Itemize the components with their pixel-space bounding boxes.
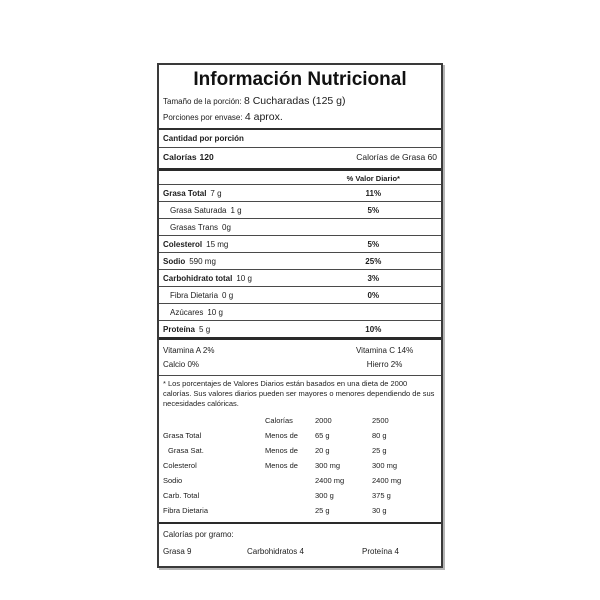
nutrient-row-dietary-fiber bbox=[159, 286, 441, 303]
calories-per-gram-values bbox=[159, 545, 441, 558]
dv-table-row-sodium bbox=[159, 474, 441, 489]
nutrient-row-total-fat bbox=[159, 184, 441, 201]
nutrient-amount: 590 mg bbox=[189, 256, 216, 266]
dv-row-value-2500: 25 g bbox=[372, 446, 387, 455]
dv-row-value-2500: 80 g bbox=[372, 431, 387, 440]
nutrient-amount: 0 g bbox=[222, 290, 234, 300]
dv-header-2000: 2000 bbox=[315, 416, 332, 425]
dv-table-row-fiber bbox=[159, 504, 441, 519]
dv-table-row-total-carb bbox=[159, 489, 441, 504]
vitamin-c: Vitamina C 14% bbox=[355, 345, 414, 355]
serving-size-value: 8 Cucharadas (125 g) bbox=[243, 95, 346, 107]
vitamin-row-calcium-iron bbox=[159, 357, 441, 371]
nutrient-row-trans-fat bbox=[159, 218, 441, 235]
dv-row-label: Fibra Dietaria bbox=[163, 506, 209, 515]
nutrient-daily-value: 25% bbox=[365, 257, 382, 266]
nutrient-name: Fibra Dietaria bbox=[170, 290, 219, 300]
servings-per-container-value: 4 aprox. bbox=[244, 111, 283, 123]
servings-per-container-row bbox=[159, 109, 441, 128]
calories-number: 120 bbox=[199, 152, 214, 162]
nutrient-row-saturated-fat bbox=[159, 201, 441, 218]
dv-row-label: Grasa Total bbox=[163, 431, 202, 440]
dv-row-value-2000: 300 g bbox=[315, 491, 334, 500]
vitamin-a: Vitamina A 2% bbox=[163, 345, 215, 355]
protein-per-gram: Proteína 4 bbox=[362, 547, 399, 556]
nutrient-amount: 5 g bbox=[199, 324, 211, 334]
serving-size-row bbox=[159, 93, 441, 109]
nutrition-facts-label bbox=[157, 63, 443, 568]
calcium: Calcio 0% bbox=[163, 359, 200, 369]
nutrient-daily-value: 3% bbox=[367, 274, 380, 283]
dv-row-value-2000: 300 mg bbox=[315, 461, 341, 470]
nutrient-name: Proteína bbox=[163, 324, 196, 334]
nutrient-amount: 0g bbox=[222, 222, 231, 232]
dv-row-label: Sodio bbox=[163, 476, 183, 485]
dv-row-value-2000: 65 g bbox=[315, 431, 330, 440]
nutrient-row-cholesterol bbox=[159, 235, 441, 252]
nutrient-name: Sodio bbox=[163, 256, 186, 266]
nutrient-row-sugars bbox=[159, 303, 441, 320]
carb-per-gram: Carbohidratos 4 bbox=[247, 547, 304, 556]
nutrient-amount: 1 g bbox=[230, 205, 242, 215]
daily-values-reference-table bbox=[159, 410, 441, 522]
nutrient-name: Colesterol bbox=[163, 239, 203, 249]
nutrient-daily-value: 5% bbox=[367, 240, 380, 249]
dv-row-label: Grasa Sat. bbox=[168, 446, 204, 455]
daily-value-footnote: * Los porcentajes de Valores Diarios están basados en una dieta de 2000 calorías. Sus valores diarios pueden ser mayores o menores dependiendo de sus necesidades calóricas. bbox=[159, 375, 441, 410]
calories-from-fat: Calorías de Grasa 60 bbox=[356, 152, 437, 162]
nutrient-name: Grasa Total bbox=[163, 188, 207, 198]
daily-value-heading-row bbox=[159, 168, 441, 184]
servings-per-container-label: Porciones por envase: bbox=[163, 113, 243, 122]
nutrient-name: Grasa Saturada bbox=[170, 205, 227, 215]
nutrient-amount: 15 mg bbox=[206, 239, 229, 249]
dv-row-value-2000: 20 g bbox=[315, 446, 330, 455]
dv-row-qualifier: Menos de bbox=[265, 461, 298, 470]
calories-label: Calorías bbox=[163, 152, 197, 162]
label-title: Información Nutricional bbox=[193, 69, 407, 90]
calories-per-gram-block bbox=[159, 522, 441, 566]
nutrient-name: Grasas Trans bbox=[170, 222, 219, 232]
calories-row bbox=[159, 147, 441, 168]
dv-row-value-2500: 375 g bbox=[372, 491, 391, 500]
nutrient-amount: 10 g bbox=[207, 307, 223, 317]
vitamins-block bbox=[159, 337, 441, 375]
dv-row-qualifier: Menos de bbox=[265, 431, 298, 440]
serving-size-label: Tamaño de la porción: bbox=[163, 97, 242, 106]
dv-row-value-2500: 30 g bbox=[372, 506, 387, 515]
dv-row-label: Colesterol bbox=[163, 461, 197, 470]
nutrient-amount: 7 g bbox=[210, 188, 222, 198]
nutrient-row-total-carbohydrate bbox=[159, 269, 441, 286]
daily-value-heading: % Valor Diario* bbox=[346, 174, 400, 183]
dv-row-label: Carb. Total bbox=[163, 491, 200, 500]
nutrient-row-sodium bbox=[159, 252, 441, 269]
dv-row-value-2500: 2400 mg bbox=[372, 476, 402, 485]
calories-value bbox=[163, 153, 214, 162]
nutrient-daily-value: 11% bbox=[365, 189, 382, 198]
fat-per-gram: Grasa 9 bbox=[163, 547, 192, 556]
dv-header-calories: Calorías bbox=[265, 416, 293, 425]
nutrient-row-protein bbox=[159, 320, 441, 337]
nutrient-daily-value: 5% bbox=[367, 206, 380, 215]
nutrient-name: Carbohidrato total bbox=[163, 273, 233, 283]
vitamin-row-a-c bbox=[159, 343, 441, 357]
dv-table-row-total-fat bbox=[159, 429, 441, 444]
dv-table-header-row bbox=[159, 414, 441, 429]
dv-row-value-2500: 300 mg bbox=[372, 461, 398, 470]
nutrient-name: Azúcares bbox=[170, 307, 204, 317]
dv-table-row-sat-fat bbox=[159, 444, 441, 459]
amount-per-serving-heading: Cantidad por porción bbox=[159, 128, 441, 147]
dv-row-value-2000: 25 g bbox=[315, 506, 330, 515]
dv-row-qualifier: Menos de bbox=[265, 446, 298, 455]
nutrient-amount: 10 g bbox=[236, 273, 252, 283]
dv-header-2500: 2500 bbox=[372, 416, 389, 425]
calories-per-gram-heading: Calorías por gramo: bbox=[163, 530, 234, 539]
iron: Hierro 2% bbox=[366, 359, 403, 369]
dv-table-row-cholesterol bbox=[159, 459, 441, 474]
nutrient-daily-value: 0% bbox=[367, 291, 380, 300]
dv-row-value-2000: 2400 mg bbox=[315, 476, 345, 485]
nutrient-daily-value: 10% bbox=[365, 325, 382, 334]
